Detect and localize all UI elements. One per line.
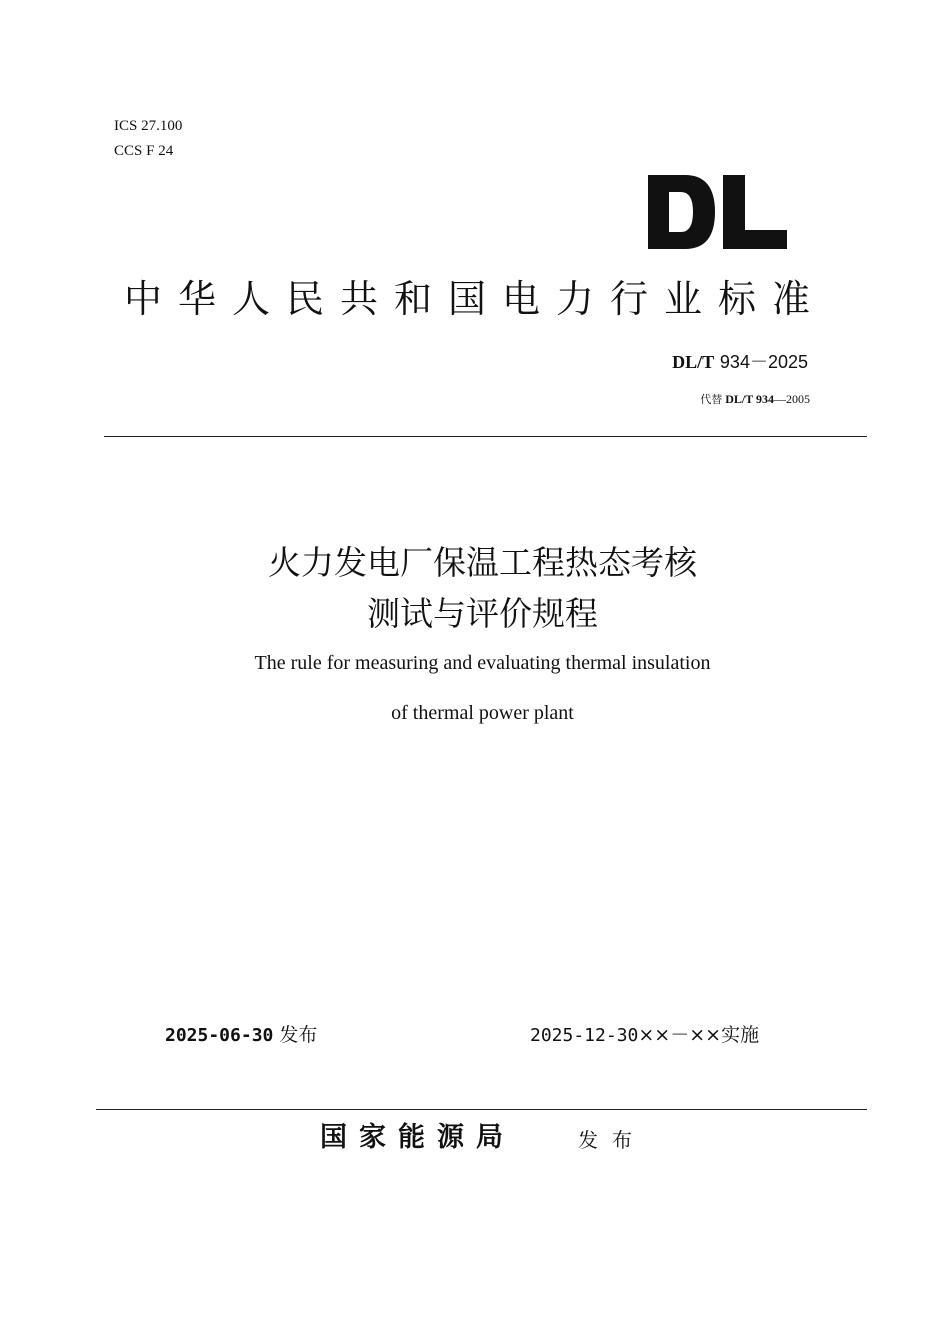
implement-placeholder: ××－×× [638,1024,722,1046]
issuer-name: 国家能源局 [320,1122,515,1153]
implement-date-line [530,1021,759,1050]
standard-number [672,350,808,375]
top-divider [104,436,867,437]
dl-logo [645,172,790,252]
ics-code: ICS 27.100 [114,118,183,134]
implement-date: 2025-12-30 [530,1025,639,1046]
publish-date-line [165,1021,317,1050]
standard-category-title: 中华人民共和国电力行业标准 [123,277,826,321]
replaces-code: DL/T 934 [725,392,774,406]
standard-number-value: 934－2025 [719,352,808,372]
title-en-line1: The rule for measuring and evaluating thermal insulation [254,652,711,674]
replaces-year: —2005 [774,392,810,406]
ccs-code: CCS F 24 [114,143,174,159]
bottom-divider [96,1109,867,1110]
publish-date: 2025-06-30 [165,1025,274,1046]
replaces-line [700,390,810,409]
implement-label: 实施 [721,1024,760,1046]
issued-label: 发布 [578,1128,646,1152]
title-en-line2: of thermal power plant [391,702,574,724]
publish-label: 发布 [279,1024,318,1046]
title-cn-line2: 测试与评价规程 [367,594,598,633]
replaces-label: 代替 [700,393,723,406]
title-cn-line1: 火力发电厂保温工程热态考核 [268,543,697,582]
standard-code: DL/T [672,352,715,372]
